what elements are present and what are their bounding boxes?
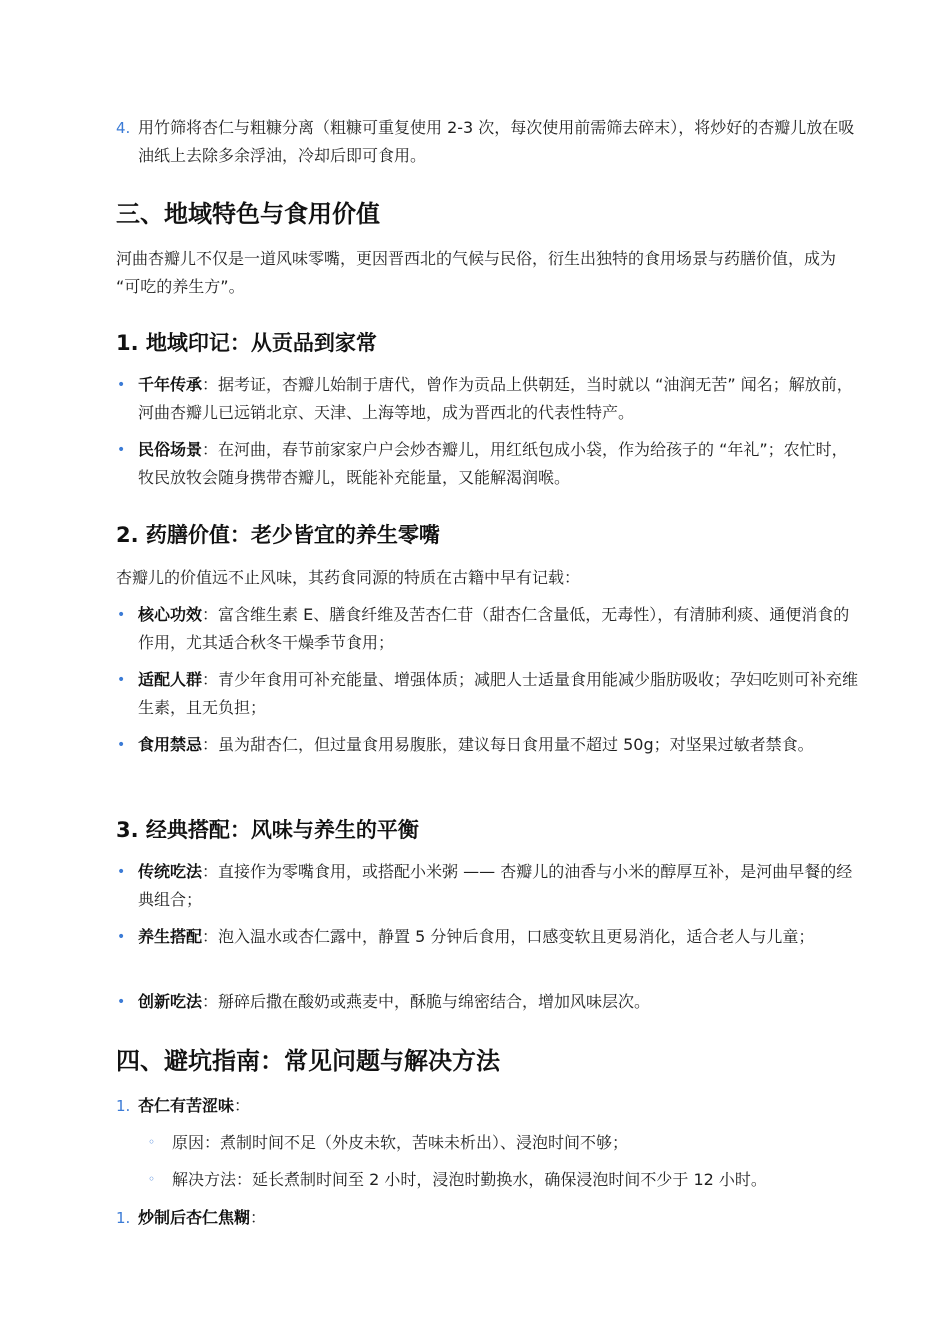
bullet: •: [117, 672, 126, 688]
sub-3-heading: 3. 经典搭配：风味与养生的平衡: [116, 818, 419, 842]
bullet: •: [117, 607, 126, 623]
item-text: ：直接作为零嘴食用，或搭配小米粥 —— 杏瓣儿的油香与小米的醇厚互补，是河曲早餐的经典组合；: [138, 862, 853, 909]
circle-bullet: ◦: [148, 1172, 156, 1186]
item-text: ：在河曲，春节前家家户户会炒杏瓣儿，用红纸包成小袋，作为给孩子的 “年礼”；农忙时，牧民放牧会随身携带杏瓣儿，既能补充能量，又能解渴润喉。: [138, 440, 848, 487]
list-item: [116, 923, 860, 951]
item-label: 适配人群: [138, 670, 203, 689]
list-item: [116, 666, 860, 722]
list-marker: 1.: [116, 1209, 131, 1227]
bullet: •: [117, 994, 126, 1010]
list-item: [116, 601, 860, 657]
bullet: •: [117, 737, 126, 753]
problem-item: [116, 1204, 860, 1232]
item-text: ：掰碎后撒在酸奶或燕麦中，酥脆与绵密结合，增加风味层次。: [202, 992, 651, 1011]
sub-item-text: 原因：煮制时间不足（外皮未软，苦味未析出）、浸泡时间不够；: [172, 1133, 629, 1152]
sub-item-text: 解决方法：延长煮制时间至 2 小时，浸泡时勤换水，确保浸泡时间不少于 12 小时。: [172, 1170, 767, 1189]
bullet: •: [117, 864, 126, 880]
item-label: 核心功效: [138, 605, 203, 624]
item-text: ：富含维生素 E、膳食纤维及苦杏仁苷（甜杏仁含量低，无毒性），有清肺利痰、通便消食的作用，尤其适合秋冬干燥季节食用；: [138, 605, 850, 652]
sub-2-intro: 杏瓣儿的价值远不止风味，其药食同源的特质在古籍中早有记载：: [116, 568, 581, 587]
section-3-heading: 三、地域特色与食用价值: [116, 200, 380, 228]
section-3-intro: 河曲杏瓣儿不仅是一道风味零嘴，更因晋西北的气候与民俗，衍生出独特的食用场景与药膳价值，成为 “可吃的养生方”。: [116, 249, 837, 296]
step-4-item: [116, 114, 860, 170]
item-label: 民俗场景: [138, 440, 203, 459]
item-label: 食用禁忌: [138, 735, 203, 754]
item-text: ：虽为甜杏仁，但过量食用易腹胀，建议每日食用量不超过 50g；对坚果过敏者禁食。: [202, 735, 814, 754]
list-marker: 1.: [116, 1097, 131, 1115]
item-label: 创新吃法: [138, 992, 203, 1011]
item-text: ：青少年食用可补充能量、增强体质；减肥人士适量食用能减少脂肪吸收；孕妇吃则可补充维生素，且无负担；: [138, 670, 859, 717]
list-item: [116, 858, 860, 914]
item-label: 养生搭配: [138, 927, 203, 946]
section-4-heading: 四、避坑指南：常见问题与解决方法: [116, 1047, 500, 1075]
circle-bullet: ◦: [148, 1135, 156, 1149]
problem-label: 杏仁有苦涩味: [138, 1096, 235, 1115]
item-label: 千年传承: [138, 375, 203, 394]
problem-label: 炒制后杏仁焦糊: [138, 1208, 251, 1227]
list-marker: 4.: [116, 119, 131, 137]
bullet: •: [117, 442, 126, 458]
sub-1-heading: 1. 地域印记：从贡品到家常: [116, 331, 377, 355]
sub-list-item: [116, 1166, 894, 1194]
problem-item: [116, 1092, 860, 1120]
sub-2-heading: 2. 药膳价值：老少皆宜的养生零嘴: [116, 523, 440, 547]
item-text: ：据考证，杏瓣儿始制于唐代，曾作为贡品上供朝廷，当时就以 “油润无苦” 闻名；解放前，河曲杏瓣儿已远销北京、天津、上海等地，成为晋西北的代表性特产。: [138, 375, 853, 422]
item-label: 传统吃法: [138, 862, 203, 881]
list-item: [116, 988, 860, 1016]
sub-list-item: [116, 1129, 894, 1157]
bullet: •: [117, 377, 126, 393]
bullet: •: [117, 929, 126, 945]
list-item: [116, 371, 860, 427]
problem-suffix: ：: [250, 1208, 267, 1227]
list-item: [116, 731, 860, 759]
item-text: ：泡入温水或杏仁露中，静置 5 分钟后食用，口感变软且更易消化，适合老人与儿童；: [202, 927, 815, 946]
step-4-text: 用竹筛将杏仁与粗糠分离（粗糠可重复使用 2-3 次，每次使用前需筛去碎末），将炒好的杏瓣儿放在吸油纸上去除多余浮油，冷却后即可食用。: [138, 118, 855, 165]
list-item: [116, 436, 860, 492]
problem-suffix: ：: [234, 1096, 251, 1115]
